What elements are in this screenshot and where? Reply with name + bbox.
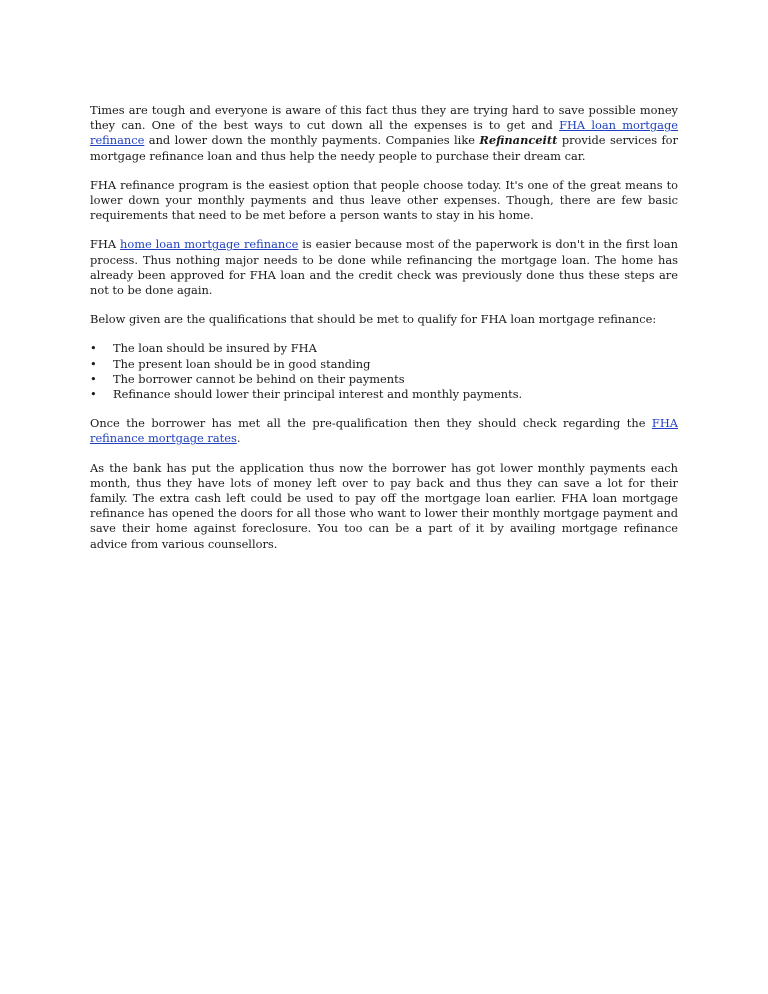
link-fha-refinance-mortgage-rates[interactable]: FHA refinance mortgage rates: [90, 416, 678, 446]
bullet-icon: •: [90, 387, 97, 402]
paragraph-paperwork: [90, 237, 678, 298]
list-item-text: The borrower cannot be behind on their payments: [113, 371, 405, 386]
paragraph-fha-program: FHA refinance program is the easiest option that people choose today. It's one of the great means to lower down your monthly payments and thus leave other expenses. Though, there are few basic requirements that need to be met before a person wants to stay in his home.: [90, 177, 678, 223]
qualifications-list: [90, 341, 678, 402]
list-item: [90, 387, 678, 402]
bullet-icon: •: [90, 341, 97, 356]
intro-text-end: provide services for mortgage refinance loan and thus help the needy people to purchase their dream car.: [90, 133, 678, 163]
paperwork-text-end: is easier because most of the paperwork is don't in the first loan process. Thus nothing major needs to be done while refinancing the mortgage loan. The home has already been approved for FHA loan and the credit check was previously done thus these steps are not to be done again.: [90, 237, 679, 298]
paragraph-qualifications-intro: Below given are the qualifications that should be met to qualify for FHA loan mortgage refinance:: [90, 312, 657, 327]
brand-name: Refinanceitt: [479, 133, 558, 148]
bullet-icon: •: [90, 371, 97, 386]
paperwork-text-start: FHA: [90, 237, 120, 252]
paragraph-conclusion: As the bank has put the application thus now the borrower has got lower monthly payments each month, thus they have lots of money left over to pay back and thus they can save a lot for their family. The extra cash left could be used to pay off the mortgage loan earlier. FHA loan mortgage refinance has opened the doors for all those who want to lower their monthly mortgage payment and save their home against foreclosure. You too can be a part of it by availing mortgage refinance advice from various counsellors.: [90, 460, 678, 551]
list-item-text: The loan should be insured by FHA: [113, 341, 317, 356]
paragraph-intro: [90, 103, 678, 164]
link-fha-loan-mortgage-refinance[interactable]: FHA loan mortgage refinance: [90, 118, 678, 148]
rates-text-start: Once the borrower has met all the pre-qualification then they should check regarding the: [90, 416, 652, 431]
bullet-icon: •: [90, 356, 97, 371]
list-item: [90, 357, 678, 372]
document-page: [90, 103, 678, 552]
intro-text-middle: and lower down the monthly payments. Companies like: [144, 133, 480, 148]
paragraph-rates: [90, 416, 678, 446]
list-item-text: Refinance should lower their principal interest and monthly payments.: [113, 387, 523, 402]
list-item: [90, 372, 678, 387]
list-item: [90, 341, 678, 356]
intro-text-start: Times are tough and everyone is aware of this fact thus they are trying hard to save possible money they can. One of the best ways to cut down all the expenses is to get and: [90, 103, 678, 133]
rates-text-end: .: [236, 431, 241, 446]
link-home-loan-mortgage-refinance[interactable]: home loan mortgage refinance: [120, 237, 299, 252]
list-item-text: The present loan should be in good standing: [113, 356, 371, 371]
